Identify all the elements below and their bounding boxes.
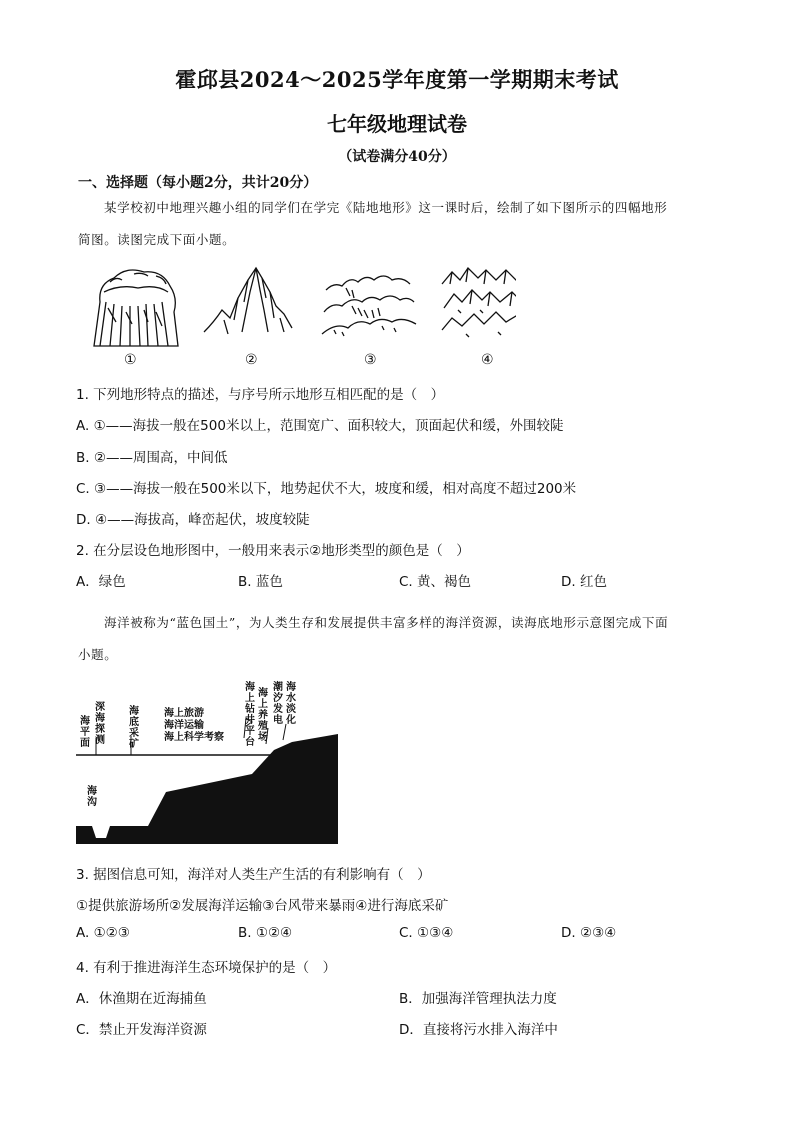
- q3-option-c: C. ①③④: [399, 925, 454, 941]
- label-trench: 海沟: [87, 786, 97, 808]
- group1-intro-line2: 简图。读图完成下面小题。: [78, 232, 236, 247]
- label-tidal-power: 潮汐发电: [273, 682, 283, 726]
- label-shipping: 海洋运输: [164, 720, 204, 731]
- label-seabed-mining: 海底采矿: [129, 706, 139, 750]
- q2-option-d: D. 红色: [561, 574, 607, 590]
- exam-title: 霍邱县2024～2025学年度第一学期期末考试: [175, 67, 619, 92]
- seafloor-profile-graphic: [76, 678, 338, 844]
- label-desalination: 海水淡化: [286, 682, 296, 726]
- plateau-sketch-icon: [94, 270, 178, 346]
- q3-stem: 3. 据图信息可知，海洋对人类生产生活的有利影响有（ ）: [76, 867, 431, 883]
- figure-label-2: ②: [245, 352, 258, 368]
- q1-option-c: C. ③——海拔一般在500米以下，地势起伏不大，坡度和缓，相对高度不超过200米: [76, 481, 577, 497]
- group2-intro-line2: 小题。: [78, 647, 118, 662]
- q2-option-a: A．绿色: [76, 574, 126, 590]
- q1-option-d: D. ④——海拔高，峰峦起伏，坡度较陡: [76, 512, 310, 528]
- q1-option-b: B. ②——周围高，中间低: [76, 450, 228, 466]
- mountain-range-sketch-icon: [442, 268, 516, 337]
- figure-label-1: ①: [124, 352, 137, 368]
- section-heading: 一、选择题（每小题2分，共计20分）: [78, 175, 318, 191]
- landform-sketches: [86, 262, 516, 352]
- label-tourism: 海上旅游: [164, 708, 204, 719]
- figure-label-4: ④: [481, 352, 494, 368]
- score-note: （试卷满分40分）: [338, 149, 456, 165]
- q4-option-d: D．直接将污水排入海洋中: [399, 1022, 558, 1038]
- q4-option-b: B．加强海洋管理执法力度: [399, 991, 557, 1007]
- label-drilling: 海上钻井平台: [245, 682, 255, 748]
- q2-option-b: B. 蓝色: [238, 574, 283, 590]
- q3-option-b: B. ①②④: [238, 925, 293, 941]
- label-research: 海上科学考察: [164, 732, 224, 743]
- seafloor-diagram: [76, 678, 338, 844]
- label-sea-level: 海平面: [80, 716, 90, 749]
- q4-option-c: C．禁止开发海洋资源: [76, 1022, 207, 1038]
- group1-intro-line1: 某学校初中地理兴趣小组的同学们在学完《陆地地形》这一课时后，绘制了如下图所示的四幅地形: [104, 200, 668, 215]
- q4-stem: 4. 有利于推进海洋生态环境保护的是（ ）: [76, 960, 337, 976]
- q1-stem: 1. 下列地形特点的描述，与序号所示地形互相匹配的是（ ）: [76, 387, 445, 403]
- exam-subtitle: 七年级地理试卷: [327, 112, 467, 136]
- figure-label-3: ③: [364, 352, 377, 368]
- label-aquaculture: 海上养殖场: [258, 688, 268, 743]
- q2-stem: 2. 在分层设色地形图中，一般用来表示②地形类型的颜色是（ ）: [76, 543, 470, 559]
- mountain-sketch-icon: [204, 268, 292, 334]
- q2-option-c: C. 黄、褐色: [399, 574, 472, 590]
- q3-option-a: A. ①②③: [76, 925, 130, 941]
- label-deep-sea: 深海探测: [95, 702, 105, 746]
- group2-intro-line1: 海洋被称为“蓝色国土”，为人类生存和发展提供丰富多样的海洋资源，读海底地形示意图完成下面: [104, 615, 669, 630]
- q3-info: ①提供旅游场所②发展海洋运输③台风带来暴雨④进行海底采矿: [76, 898, 449, 914]
- hills-sketch-icon: [322, 276, 416, 336]
- q1-option-a: A. ①——海拔一般在500米以上，范围宽广、面积较大，顶面起伏和缓，外围较陡: [76, 418, 564, 434]
- q4-option-a: A．休渔期在近海捕鱼: [76, 991, 207, 1007]
- q3-option-d: D. ②③④: [561, 925, 617, 941]
